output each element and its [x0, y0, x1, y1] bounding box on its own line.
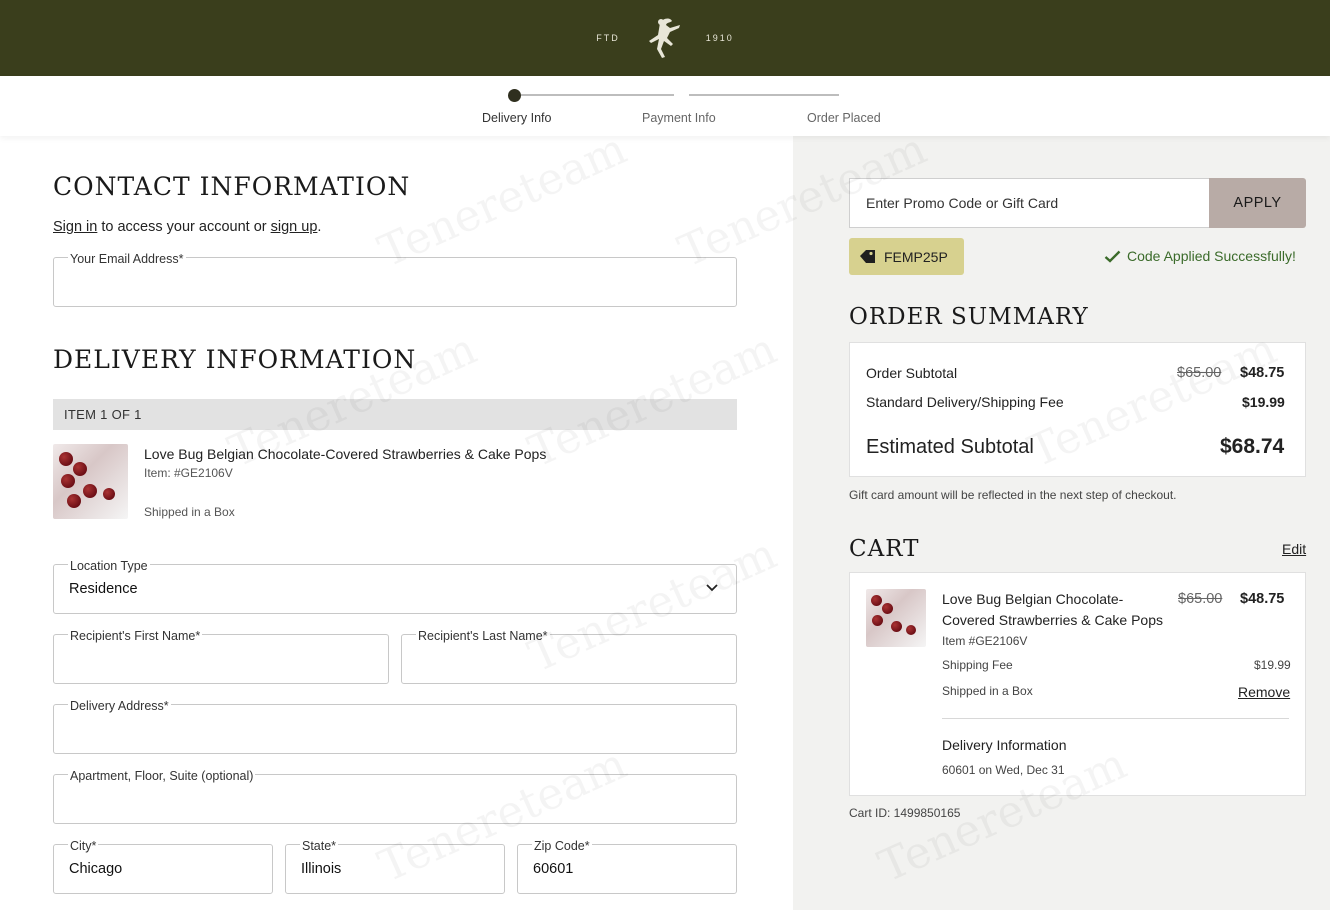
cart-product-name-line2: Covered Strawberries & Cake Pops — [942, 612, 1163, 628]
address-input[interactable] — [69, 720, 649, 736]
cart-shipping-fee-label: Shipping Fee — [942, 658, 1013, 672]
apply-button[interactable]: APPLY — [1209, 178, 1306, 228]
ftd-logo[interactable] — [596, 15, 734, 61]
chevron-down-icon — [705, 583, 719, 593]
first-name-input[interactable] — [69, 650, 353, 666]
cart-heading: CART — [849, 536, 920, 562]
code-success-message — [1104, 248, 1296, 264]
checkmark-icon — [1104, 250, 1121, 263]
recipient-last-name-field[interactable] — [401, 629, 737, 684]
sign-in-prompt — [53, 219, 321, 235]
gift-card-note: Gift card amount will be reflected in the next step of checkout. — [849, 488, 1177, 502]
delivery-heading: DELIVERY INFORMATION — [53, 345, 417, 374]
cart-original-price: $65.00 — [1178, 591, 1223, 607]
zip-label: Zip Code* — [534, 839, 590, 853]
estimated-subtotal-price: $68.74 — [1220, 435, 1285, 458]
item-count-bar: ITEM 1 OF 1 — [53, 399, 737, 430]
checkout-progress — [0, 76, 1330, 136]
sign-in-link[interactable]: Sign in — [53, 219, 98, 235]
step-delivery-info: Delivery Info — [482, 111, 552, 125]
active-step-dot — [508, 89, 521, 102]
city-value: Chicago — [69, 861, 123, 877]
mercury-man-icon — [638, 15, 688, 61]
sign-in-text: to access your account or — [97, 219, 271, 235]
step-payment-info: Payment Info — [642, 111, 716, 125]
email-input[interactable] — [69, 273, 649, 289]
cart-shipping-note: Shipped in a Box — [942, 684, 1033, 698]
last-name-input[interactable] — [417, 650, 701, 666]
zip-value: 60601 — [533, 861, 574, 877]
recipient-first-name-field[interactable] — [53, 629, 389, 684]
state-field[interactable] — [285, 839, 505, 894]
product-name: Love Bug Belgian Chocolate-Covered Strawberries & Cake Pops — [144, 446, 547, 462]
state-value: Illinois — [301, 861, 342, 877]
apartment-field[interactable] — [53, 769, 737, 824]
period-text: . — [317, 219, 322, 235]
applied-code-chip — [849, 238, 964, 275]
subtotal-label: Order Subtotal — [866, 365, 958, 381]
email-label: Your Email Address* — [70, 252, 184, 266]
step-connector — [689, 94, 839, 96]
location-type-label: Location Type — [70, 559, 148, 573]
product-thumbnail — [53, 444, 128, 519]
order-summary-heading: ORDER SUMMARY — [849, 304, 1089, 330]
subtotal-original-price: $65.00 — [1177, 365, 1222, 381]
tag-icon — [859, 249, 876, 264]
step-order-placed: Order Placed — [807, 111, 881, 125]
cart-edit-link[interactable]: Edit — [1282, 541, 1307, 557]
logo-text-left: FTD — [596, 33, 620, 43]
email-field[interactable] — [53, 252, 737, 307]
cart-price: $48.75 — [1240, 591, 1285, 607]
cart-product-name-line1: Love Bug Belgian Chocolate- — [942, 591, 1124, 607]
subtotal-price: $48.75 — [1240, 365, 1285, 381]
delivery-info-label: Delivery Information — [942, 737, 1067, 753]
success-text: Code Applied Successfully! — [1127, 248, 1296, 264]
apartment-input[interactable] — [69, 790, 649, 806]
logo-text-right: 1910 — [705, 33, 734, 43]
shipping-fee-label: Standard Delivery/Shipping Fee — [866, 394, 1064, 410]
estimated-subtotal-label: Estimated Subtotal — [866, 436, 1034, 458]
applied-code-text: FEMP25P — [884, 248, 948, 265]
state-label: State* — [302, 839, 337, 853]
city-label: City* — [70, 839, 97, 853]
cart-item-number: Item #GE2106V — [942, 634, 1028, 648]
location-type-select[interactable] — [53, 559, 737, 614]
product-shipping-note: Shipped in a Box — [144, 505, 235, 519]
delivery-info-value: 60601 on Wed, Dec 31 — [942, 763, 1065, 777]
address-label: Delivery Address* — [70, 699, 169, 713]
cart-product-thumbnail — [866, 589, 926, 647]
site-header — [0, 0, 1330, 76]
remove-item-link[interactable]: Remove — [1238, 684, 1291, 700]
delivery-address-field[interactable] — [53, 699, 737, 754]
cart-shipping-fee-price: $19.99 — [1254, 658, 1291, 672]
zip-field[interactable] — [517, 839, 737, 894]
cart-id: Cart ID: 1499850165 — [849, 806, 961, 820]
city-field[interactable] — [53, 839, 273, 894]
location-type-value: Residence — [69, 581, 138, 597]
step-connector — [521, 94, 674, 96]
last-name-label: Recipient's Last Name* — [418, 629, 548, 643]
product-item-number: Item: #GE2106V — [144, 466, 233, 480]
shipping-fee-price: $19.99 — [1242, 394, 1285, 410]
first-name-label: Recipient's First Name* — [70, 629, 201, 643]
sign-up-link[interactable]: sign up — [270, 219, 318, 235]
contact-heading: CONTACT INFORMATION — [53, 172, 411, 201]
cart-divider — [942, 718, 1289, 719]
apartment-label: Apartment, Floor, Suite (optional) — [70, 769, 254, 783]
promo-code-input[interactable]: Enter Promo Code or Gift Card — [849, 178, 1209, 228]
